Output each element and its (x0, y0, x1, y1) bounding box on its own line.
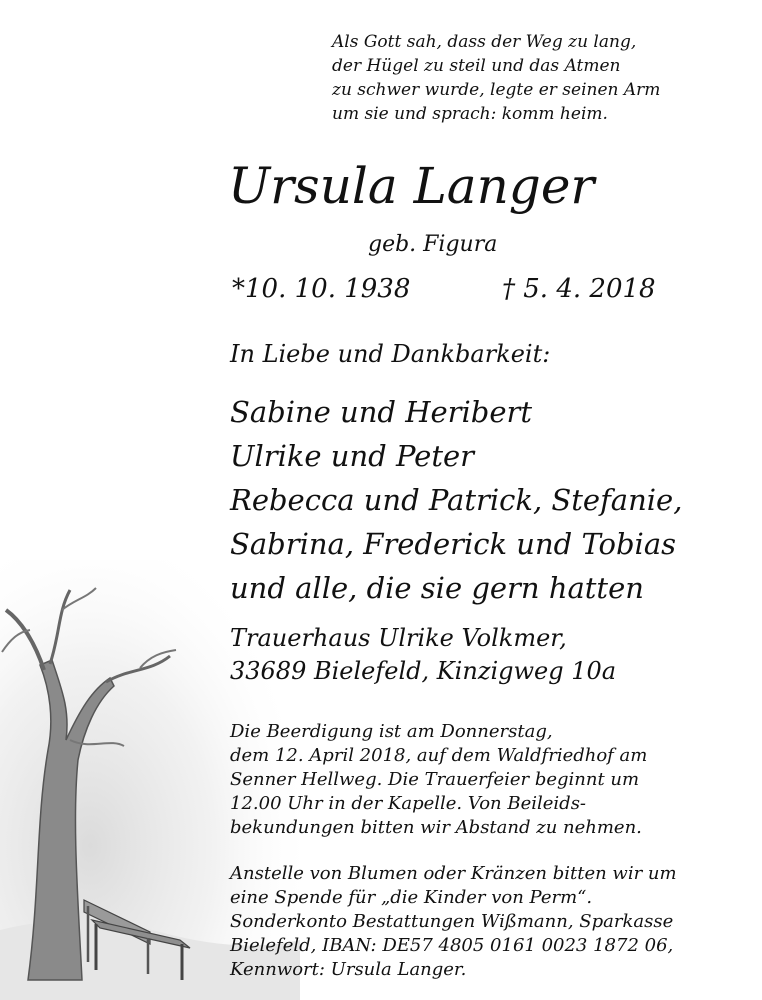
address-line: 33689 Bielefeld, Kinzigweg 10a (230, 657, 617, 685)
donation-line: eine Spende für „die Kinder von Perm“. (230, 887, 593, 908)
poem-line: um sie und sprach: komm heim. (332, 104, 608, 124)
mourner-line: und alle, die sie gern hatten (230, 571, 644, 605)
poem-line: Als Gott sah, dass der Weg zu lang, (332, 32, 637, 52)
funeral-line: Senner Hellweg. Die Trauerfeier beginnt um (230, 769, 640, 790)
mourner-line: Ulrike und Peter (230, 439, 474, 473)
donation-line: Sonderkonto Bestattungen Wißmann, Sparkasse (230, 911, 674, 932)
mourning-house-address (230, 622, 616, 688)
funeral-line: bekundungen bitten wir Abstand zu nehmen. (230, 817, 642, 838)
mourner-line: Rebecca und Patrick, Stefanie, (230, 483, 683, 517)
poem (332, 30, 752, 126)
funeral-line: 12.00 Uhr in der Kapelle. Von Beileids- (230, 793, 587, 814)
death-date: † 5. 4. 2018 (502, 274, 656, 304)
poem-line: zu schwer wurde, legte er seinen Arm (332, 80, 661, 100)
birth-date: *10. 10. 1938 (232, 274, 411, 304)
donation-notice (230, 862, 755, 982)
maiden-name: geb. Figura (368, 232, 498, 257)
donation-line: Kennwort: Ursula Langer. (230, 959, 467, 980)
mourner-line: Sabrina, Frederick und Tobias (230, 527, 677, 561)
funeral-line: Die Beerdigung ist am Donnerstag, (230, 721, 553, 742)
donation-line: Bielefeld, IBAN: DE57 4805 0161 0023 1872 06, (230, 935, 674, 956)
funeral-notice (230, 720, 750, 840)
poem-line: der Hügel zu steil und das Atmen (332, 56, 621, 76)
mourners-list (230, 390, 682, 610)
address-line: Trauerhaus Ulrike Volkmer, (230, 624, 567, 652)
deceased-name: Ursula Langer (228, 157, 595, 215)
mourner-line: Sabine und Heribert (230, 395, 533, 429)
donation-line: Anstelle von Blumen oder Kränzen bitten wir um (230, 863, 677, 884)
funeral-line: dem 12. April 2018, auf dem Waldfriedhof am (230, 745, 648, 766)
mourners-intro: In Liebe und Dankbarkeit: (230, 340, 551, 368)
